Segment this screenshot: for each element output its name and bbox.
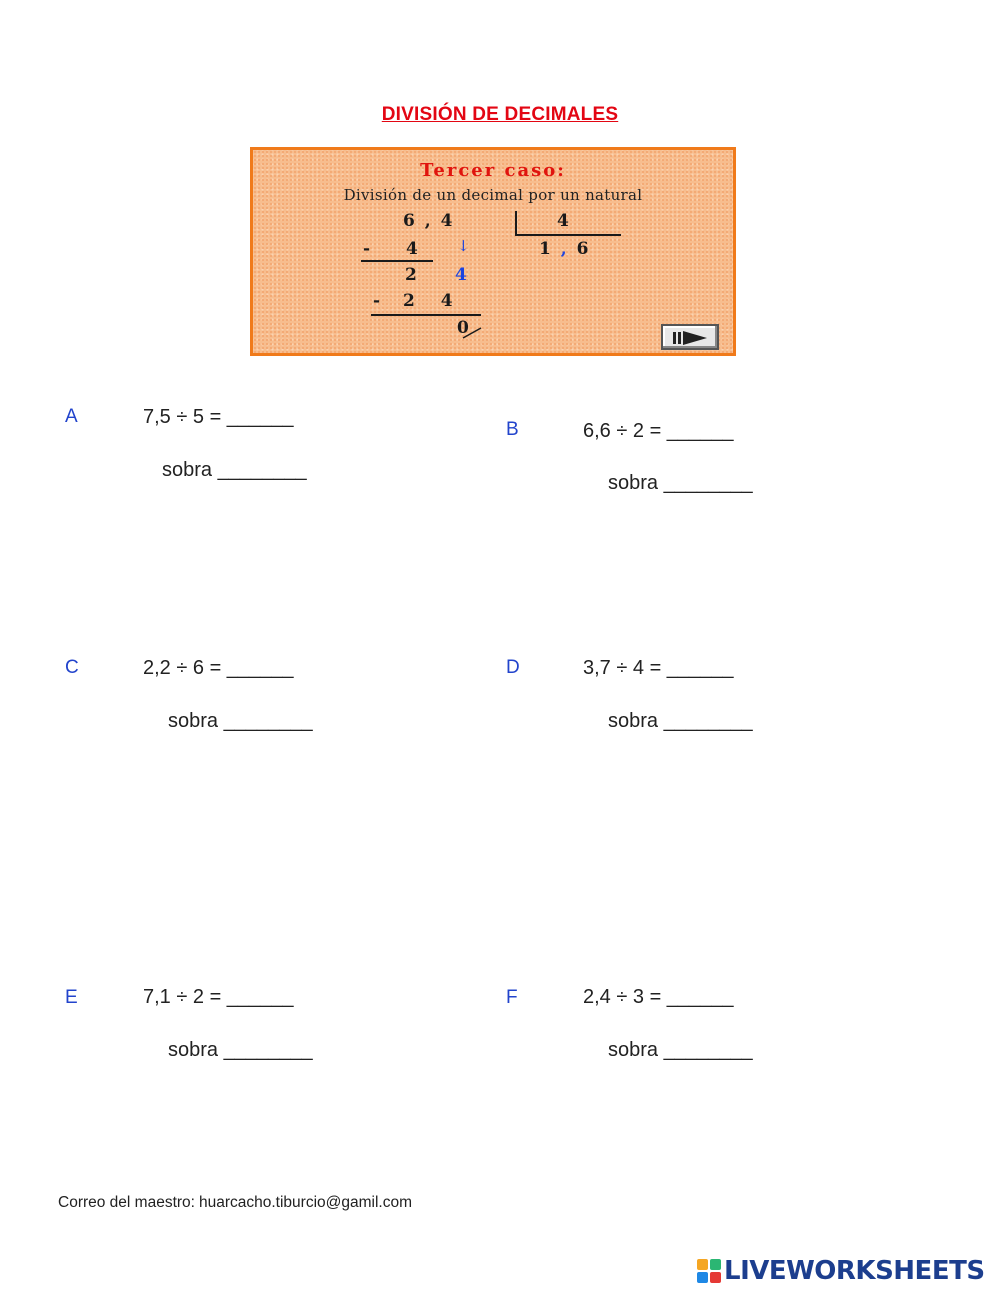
- exercise-equation-c[interactable]: 2,2 ÷ 6 = ______: [143, 657, 294, 679]
- exercise-label-c: C: [65, 657, 79, 678]
- bring-down-arrow-icon: ↓: [457, 237, 470, 255]
- exercise-label-d: D: [506, 657, 520, 678]
- liveworksheets-logo[interactable]: [697, 1256, 985, 1286]
- subtrahend-2: 2 4: [403, 291, 453, 311]
- page-title: DIVISIÓN DE DECIMALES: [381, 104, 619, 125]
- exercise-equation-e[interactable]: 7,1 ÷ 2 = ______: [143, 986, 294, 1008]
- quotient: [539, 239, 590, 259]
- divisor: 4: [557, 211, 569, 231]
- exercise-label-b: B: [506, 419, 519, 440]
- minus-sign-1: -: [363, 239, 371, 259]
- exercise-label-a: A: [65, 406, 78, 427]
- teacher-email-line: [58, 1194, 412, 1212]
- quotient-comma: ,: [560, 239, 569, 259]
- exercise-equation-f[interactable]: 2,4 ÷ 3 = ______: [583, 986, 734, 1008]
- exercise-label-e: E: [65, 987, 78, 1008]
- exercise-remainder-e[interactable]: sobra ________: [168, 1039, 313, 1061]
- subtrahend-1: 4: [406, 239, 418, 259]
- play-button[interactable]: [661, 324, 719, 350]
- play-icon: [673, 330, 709, 346]
- exercise-remainder-f[interactable]: sobra ________: [608, 1039, 753, 1061]
- quotient-decimal: 6: [576, 239, 591, 259]
- division-bracket-horizontal: [515, 234, 621, 236]
- panel-subtitle: División de un decimal por un natural: [343, 186, 643, 204]
- exercise-remainder-a[interactable]: sobra ________: [162, 459, 307, 481]
- exercise-remainder-c[interactable]: sobra ________: [168, 710, 313, 732]
- exercise-equation-b[interactable]: 6,6 ÷ 2 = ______: [583, 420, 734, 442]
- exercise-remainder-b[interactable]: sobra ________: [608, 472, 753, 494]
- panel-heading: Tercer caso:: [420, 160, 566, 181]
- remainder-zero: 0: [457, 318, 469, 338]
- minus-sign-2: -: [373, 291, 381, 311]
- teacher-email-label: Correo del maestro:: [58, 1194, 195, 1211]
- exercise-equation-a[interactable]: 7,5 ÷ 5 = ______: [143, 406, 294, 428]
- subtraction-line-1: [361, 260, 433, 262]
- quotient-integer: 1: [539, 239, 553, 259]
- slash-mark-icon: [461, 326, 485, 340]
- subtraction-line-2: [371, 314, 481, 316]
- exercise-remainder-d[interactable]: sobra ________: [608, 710, 753, 732]
- exercise-label-f: F: [506, 987, 518, 1008]
- teacher-email[interactable]: huarcacho.tiburcio@gamil.com: [198, 1194, 413, 1211]
- example-panel: [250, 147, 736, 356]
- partial-tens: 2: [405, 265, 417, 285]
- brought-down-digit: 4: [455, 265, 467, 285]
- division-bracket-vertical: [515, 211, 517, 235]
- exercise-equation-d[interactable]: 3,7 ÷ 4 = ______: [583, 657, 734, 679]
- dividend: 6 , 4: [403, 211, 455, 231]
- liveworksheets-logo-icon: [697, 1259, 721, 1283]
- brand-name: LIVEWORKSHEETS: [724, 1256, 985, 1286]
